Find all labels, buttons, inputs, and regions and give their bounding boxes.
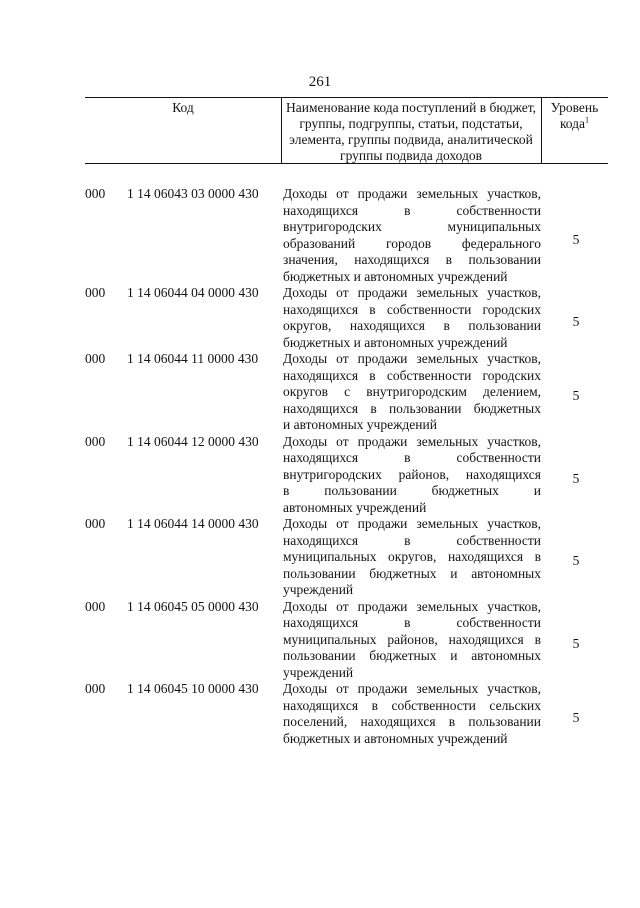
revenue-name-line: пользовании бюджетных и автономных [283, 648, 541, 663]
revenue-name-line: поселений, находящихся в пользовании [283, 714, 541, 729]
header-level-text: Уровень кода [550, 100, 599, 131]
revenue-code: 1 14 06044 14 0000 430 [127, 516, 259, 531]
revenue-name-line: Доходы от продажи земельных участков, [283, 516, 541, 531]
revenue-name-line: находящихся в собственности [283, 450, 541, 465]
revenue-code: 1 14 06043 03 0000 430 [127, 186, 259, 201]
revenue-name-line: учреждений [283, 664, 354, 680]
revenue-name-line: образований городов федерального [283, 235, 541, 251]
revenue-name-line: пользовании бюджетных и автономных [283, 565, 541, 581]
revenue-name-line: Доходы от продажи земельных участков, [283, 598, 541, 614]
revenue-code: 1 14 06044 11 0000 430 [127, 351, 259, 366]
header-level [541, 100, 608, 132]
code-level: 5 [572, 470, 580, 486]
table-row [85, 599, 608, 682]
revenue-name [283, 516, 541, 599]
revenue-name-line: внутригородских муниципальных [283, 219, 541, 234]
revenue-name-line: муниципальных районов, находящихся в [283, 631, 541, 647]
revenue-code: 1 14 06045 05 0000 430 [127, 598, 259, 614]
code-level: 5 [572, 388, 580, 404]
admin-code: 000 [85, 516, 106, 531]
revenue-name-line: внутригородских районов, находящихся [283, 466, 541, 482]
code-level: 5 [572, 231, 580, 247]
code-level: 5 [572, 314, 580, 329]
table-body [85, 186, 608, 747]
revenue-name-line: бюджетных и автономных учреждений [283, 334, 508, 350]
revenue-name [283, 681, 541, 747]
header-code: Код [172, 100, 194, 115]
revenue-name-line: округов с внутригородским делением, [283, 384, 541, 399]
code-level: 5 [572, 553, 580, 569]
admin-code: 000 [85, 433, 106, 449]
admin-code: 000 [85, 351, 106, 366]
revenue-name-line: значения, находящихся в пользовании [283, 252, 541, 267]
header-name: Наименование кода поступлений в бюджет, группы, подгруппы, статьи, подстатьи, элемента, группы подвида, аналитической группы подвида доходов [285, 100, 536, 163]
revenue-name [283, 351, 541, 434]
table-header [85, 97, 608, 164]
code-level: 5 [572, 635, 580, 651]
revenue-name [283, 285, 541, 351]
revenue-name-line: находящихся в собственности [283, 202, 541, 218]
revenue-name-line: находящихся в собственности сельских [283, 697, 541, 713]
revenue-name-line: Доходы от продажи земельных участков, [283, 681, 541, 696]
footnote-marker: 1 [585, 115, 590, 125]
revenue-name [283, 186, 541, 285]
revenue-name-line: бюджетных и автономных учреждений [283, 730, 508, 746]
code-level: 5 [572, 710, 580, 725]
revenue-name-line: Доходы от продажи земельных участков, [283, 285, 541, 300]
revenue-name-line: находящихся в собственности [283, 532, 541, 548]
revenue-name-line: Доходы от продажи земельных участков, [283, 351, 541, 366]
table-row [85, 285, 608, 351]
revenue-code: 1 14 06044 12 0000 430 [127, 433, 259, 449]
revenue-name-line: автономных учреждений [283, 499, 427, 515]
revenue-name-line: в пользовании бюджетных и [283, 483, 541, 498]
revenue-name-line: учреждений [283, 582, 354, 597]
revenue-name-line: находящихся в пользовании бюджетных [283, 400, 541, 416]
admin-code: 000 [85, 598, 106, 614]
admin-code: 000 [85, 285, 106, 300]
table-row [85, 434, 608, 517]
revenue-name [283, 434, 541, 517]
revenue-name-line: Доходы от продажи земельных участков, [283, 186, 541, 201]
revenue-name-line: Доходы от продажи земельных участков, [283, 433, 541, 449]
revenue-code: 1 14 06045 10 0000 430 [127, 681, 259, 696]
revenue-name [283, 599, 541, 682]
admin-code: 000 [85, 186, 106, 201]
revenue-name-line: бюджетных и автономных учреждений [283, 268, 508, 284]
table-row [85, 516, 608, 599]
revenue-name-line: округов, находящихся в пользовании [283, 318, 541, 333]
table-row [85, 186, 608, 285]
admin-code: 000 [85, 681, 106, 696]
table-row [85, 681, 608, 747]
revenue-name-line: находящихся в собственности городских [283, 367, 541, 383]
table-row [85, 351, 608, 434]
page-number: 261 [308, 74, 332, 90]
revenue-name-line: находящихся в собственности [283, 615, 541, 630]
revenue-code: 1 14 06044 04 0000 430 [127, 285, 259, 300]
revenue-name-line: и автономных учреждений [283, 417, 437, 432]
revenue-name-line: находящихся в собственности городских [283, 301, 541, 317]
revenue-name-line: муниципальных округов, находящихся в [283, 549, 541, 564]
